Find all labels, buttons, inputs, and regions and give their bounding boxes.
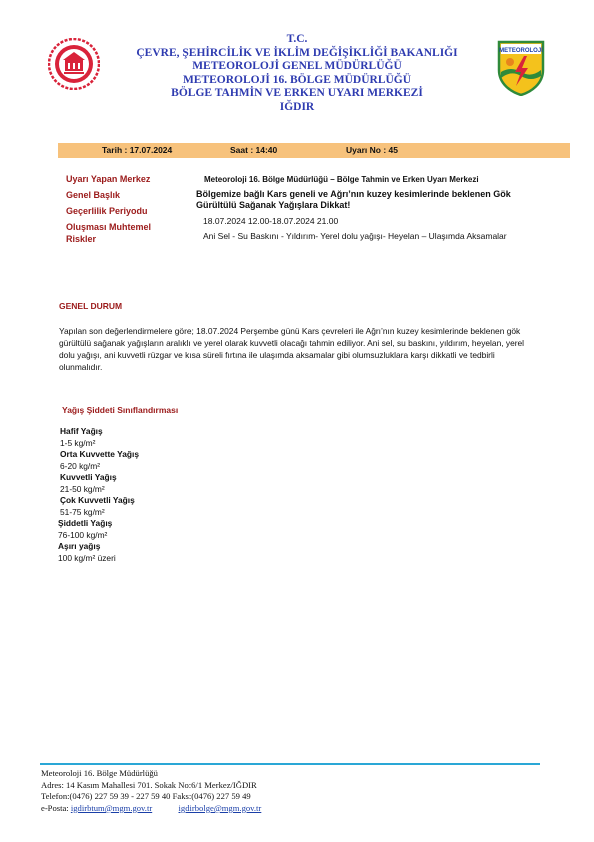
footer-address: Adres: 14 Kasım Mahallesi 701. Sokak No:6/1 Merkez/IĞDIR <box>41 779 257 790</box>
title-label: Genel Başlık <box>66 190 121 200</box>
class-range: 1-5 kg/m² <box>60 437 96 448</box>
class-range: 51-75 kg/m² <box>60 506 105 517</box>
class-item-extreme <box>58 541 139 564</box>
period-label: Geçerlilik Periyodu <box>66 206 148 216</box>
header-line-general-directorate: METEOROLOJİ GENEL MÜDÜRLÜĞÜ <box>192 60 402 72</box>
general-text: Yapılan son değerlendirmelere göre; 18.07.2024 Perşembe günü Kars çevreleri ile Ağrı’nın kuzey kesimlerinde beklenen gök gürültülü sağanak yağışların aralıklı ve yerel olarak kuvvetli olacağı tahmin ediliyor. Ani sel, su baskını, yıldırım, heyelan, yerel dolu yağışı, ani kuvvetli rüzgar ve kısa süreli fırtına ile ulaşımda aksamalar gibi olumsuzluklara karşı dikkatli ve tedbirli olunmalıdır. <box>59 326 525 372</box>
class-range: 100 kg/m² üzeri <box>58 552 116 563</box>
email-link-bolge[interactable]: igdirbolge@mgm.gov.tr <box>178 802 262 813</box>
issuer-value: Meteoroloji 16. Bölge Müdürlüğü – Bölge Tahmin ve Erken Uyarı Merkezi <box>204 175 479 184</box>
ministry-logo <box>48 38 100 90</box>
class-range: 76-100 kg/m² <box>58 529 108 540</box>
footer-email-line <box>41 803 261 815</box>
footer-phone: Telefon:(0476) 227 59 39 - 227 59 40 Faks:(0476) 227 59 49 <box>41 791 251 802</box>
header-line-ministry: ÇEVRE, ŞEHİRCİLİK VE İKLİM DEĞİŞİKLİĞİ BAKANLIĞI <box>136 46 458 59</box>
class-range: 21-50 kg/m² <box>60 483 105 494</box>
meteorology-logo-text: METEOROLOJİ <box>499 48 543 54</box>
header-line-tc: T.C. <box>286 33 308 45</box>
period-value: 18.07.2024 12.00-18.07.2024 21.00 <box>203 216 339 226</box>
classification-heading: Yağış Şiddeti Sınıflandırması <box>62 405 179 415</box>
risks-label-line2: Riskler <box>66 234 97 244</box>
footer-org: Meteoroloji 16. Bölge Müdürlüğü <box>41 768 158 778</box>
risks-label <box>66 221 151 245</box>
date-text: Tarih : 17.07.2024 <box>102 145 173 155</box>
header-block <box>110 33 484 114</box>
header-line-regional-directorate: METEOROLOJİ 16. BÖLGE MÜDÜRLÜĞÜ <box>182 73 412 86</box>
class-item-heavy <box>60 472 139 495</box>
header-line-city: IĞDIR <box>279 100 315 113</box>
class-range: 6-20 kg/m² <box>60 460 101 471</box>
class-name: Şiddetli Yağış <box>58 518 113 528</box>
footer <box>41 768 261 814</box>
email-link-btum[interactable]: igdirbtum@mgm.gov.tr <box>70 802 153 813</box>
meteorology-logo <box>497 40 545 96</box>
class-name: Çok Kuvvetli Yağış <box>60 495 135 505</box>
footer-divider <box>40 763 540 765</box>
class-name: Hafif Yağış <box>60 426 103 436</box>
class-name: Kuvvetli Yağış <box>60 472 117 482</box>
info-bar <box>58 143 570 158</box>
title-value: Bölgemize bağlı Kars geneli ve Ağrı’nın kuzey kesimlerinde beklenen Gök Gürültülü Sağanak Yağışlara Dikkat! <box>196 189 511 210</box>
class-item-moderate <box>60 449 139 472</box>
class-item-severe <box>58 518 139 541</box>
class-name: Orta Kuvvette Yağış <box>60 449 139 459</box>
classification-list <box>60 426 139 564</box>
general-heading: GENEL DURUM <box>59 301 123 311</box>
class-name: Aşırı yağış <box>58 541 101 551</box>
class-item-light <box>60 426 139 449</box>
risks-label-line1: Oluşması Muhtemel <box>66 222 152 232</box>
warning-number-text: Uyarı No : 45 <box>346 145 398 155</box>
footer-email-label: e-Posta: <box>41 802 69 813</box>
time-text: Saat : 14:40 <box>230 145 278 155</box>
risks-value: Ani Sel - Su Baskını - Yıldırım- Yerel dolu yağışı- Heyelan – Ulaşımda Aksamalar <box>203 231 507 241</box>
header-line-center: BÖLGE TAHMİN VE ERKEN UYARI MERKEZİ <box>171 87 423 99</box>
class-item-very-heavy <box>60 495 139 518</box>
issuer-label: Uyarı Yapan Merkez <box>66 174 151 184</box>
